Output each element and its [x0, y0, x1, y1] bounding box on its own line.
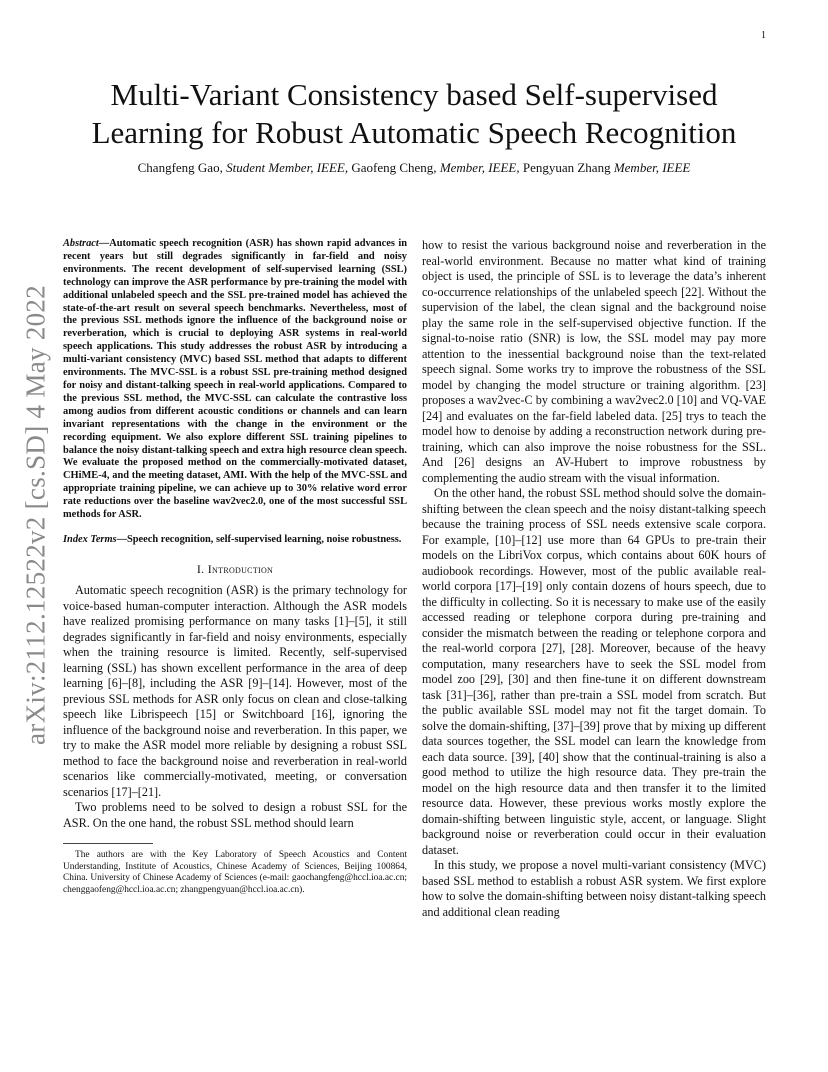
footnote-divider: [63, 843, 153, 844]
arxiv-identifier: arXiv:2112.12522v2 [cs.SD] 4 May 2022: [20, 284, 51, 746]
body-paragraph: Two problems need to be solved to design a robust SSL for the ASR. On the one hand, the robust SSL method should learn: [63, 800, 407, 830]
author-line: [60, 160, 768, 176]
author-membership: Member, IEEE,: [439, 160, 520, 175]
paper-title: Multi-Variant Consistency based Self-supervised Learning for Robust Automatic Speech Recognition: [91, 77, 737, 150]
author-name: Pengyuan Zhang: [522, 160, 611, 175]
author-name: Changfeng Gao,: [137, 160, 223, 175]
index-terms-lead: Index Terms: [63, 533, 117, 545]
abstract-text: —Automatic speech recognition (ASR) has shown rapid advances in recent years but still degrades significantly in far-field and noisy environments. The recent development of self-supervised learning (SSL) technology can improve the ASR performance by pre-training the model with additional unlabeled speech and the SSL pre-trained model has achieved the state-of-the-art result on several speech benchmarks. Nevertheless, most of the previous SSL methods ignore the influence of the background noise or reverberation, which is crucial to deploying ASR systems in real-world speech applications. This study addresses the robust ASR by introducing a multi-variant consistency (MVC) based SSL method that adapts to different environments. The MVC-SSL is a robust SSL pre-training method designed for noisy and distant-talking speech in real-world applications. Compared to the previous SSL method, the MVC-SSL can calculate the contrastive loss among audios from different acoustic conditions or channels and can learn invariant representations with the change in the environment or the recording equipment. We also explore different SSL training pipelines to balance the noisy distant-talking speech and extra high resource clean speech. We evaluate the proposed method on the commercially-motivated dataset, CHiME-4, and the meeting dataset, AMI. With the help of the MVC-SSL and appropriate training pipeline, we can achieve up to 30% relative word error rate reductions over the baseline wav2vec2.0, one of the most successful SSL methods for ASR.: [63, 238, 407, 521]
right-column: [422, 238, 766, 920]
left-column: [63, 238, 407, 896]
body-paragraph: On the other hand, the robust SSL method should solve the domain-shifting between the clean speech and the noisy distant-talking speech because the training process of SSL needs extensive scale corpora. For example, [10]–[12] use more than 64 GPUs to pre-train their models on the LibriVox corpus, which contains about 60K hours of audiobook recordings. However, most of the public available real-world corpora [17]–[19] only contain dozens of hours speech, due to the difficulty in collecting. So it is necessary to make use of the easily accessed reading or telephone corpora during pre-training and consider the mismatch between the reading or telephone corpora and the real-world corpora [27], [28]. Moreover, because of the heavy computation, many researchers have to seek the SSL model from model zoo [29], [30] and then fine-tune it on different downstream task [31]–[36], rather than pre-train a SSL model from scratch. But the public available SSL model may not fit the target domain. To solve the domain-shifting, [37]–[39] prove that by mixing up different data sources together, the SSL model can learn the knowledge from each data source. [39], [40] show that the continual-training is also a good method to utilize the high resource data. They pre-train the model on the high resource data and then transfer it to the limited resource data. However, these previous works mostly explore the domain-shifting between linguistic style, accent, or language. Slight background noise or reverberation could occur in their evaluation dataset.: [422, 486, 766, 857]
author-membership: Student Member, IEEE,: [226, 160, 349, 175]
index-terms-text: —Speech recognition, self-supervised learning, noise robustness.: [116, 533, 402, 545]
abstract-lead: Abstract: [63, 238, 99, 249]
author-membership: Member, IEEE: [613, 160, 691, 175]
body-paragraph: In this study, we propose a novel multi-variant consistency (MVC) based SSL method to establish a robust ASR system. We first explore how to solve the domain-shifting between noisy distant-talking speech and additional clean reading: [422, 858, 766, 919]
index-terms: [63, 534, 407, 547]
section-heading: I. Introduction: [196, 561, 274, 576]
author-name: Gaofeng Cheng,: [351, 160, 437, 175]
arxiv-stamp: [12, 285, 60, 745]
page-number: 1: [761, 30, 766, 41]
abstract: [63, 238, 407, 522]
body-paragraph: Automatic speech recognition (ASR) is the primary technology for voice-based human-computer interaction. Although the ASR models have realized promising performance on many tasks [1]–[5], it still degrades significantly in far-field and noisy environments, especially when the training resource is limited. Recently, self-supervised learning (SSL) has shown excellent performance in the area of deep learning [6]–[8], including the ASR [9]–[14]. However, most of the previous SSL methods for ASR only focus on clean and close-talking speech like Librispeech [15] or Switchboard [16], ignoring the influence of the background noise and reverberation. In this paper, we try to make the ASR model more reliable by designing a robust SSL method to face the background noise and reverberation in real-world scenarios like commercially-motivated, meeting, or conversation scenarios [17]–[21].: [63, 583, 407, 799]
body-paragraph: how to resist the various background noise and reverberation in the real-world environment. Because no matter what kind of training object is used, the principle of SSL is to leverage the data’s inherent co-occurrence relationships of the unlabeled speech [22]. Without the supervision of the label, the clean signal and the background noise play the same role in the self-supervised objective function. If the signal-to-noise ratio (SNR) is low, the SSL model may pay more attention to the inessential background noise than the text-related speech signal. Some works try to improve the robustness of the SSL model by changing the model structure or training algorithm. [23] proposes a wav2vec-C by combining a wav2vec2.0 [10] and VQ-VAE [24] and evaluates on the far-field labeled data. [25] trys to teach the model how to denoise by adding a reconstruction network during pre-training, which can also improve the noise robustness for the SSL. And [26] designs an AV-Hubert to improve robustness by complementing the audio stream with the visual information.: [422, 238, 766, 485]
author-footnote: The authors are with the Key Laboratory of Speech Acoustics and Content Understanding, Institute of Acoustics, Chinese Academy of Sciences, Beijing 100864, China. University of Chinese Academy of Sciences (e-mail: gaochangfeng@hccl.ioa.ac.cn; chenggaofeng@hccl.ioa.ac.cn; zhangpengyuan@hccl.ioa.ac.cn).: [63, 850, 407, 895]
